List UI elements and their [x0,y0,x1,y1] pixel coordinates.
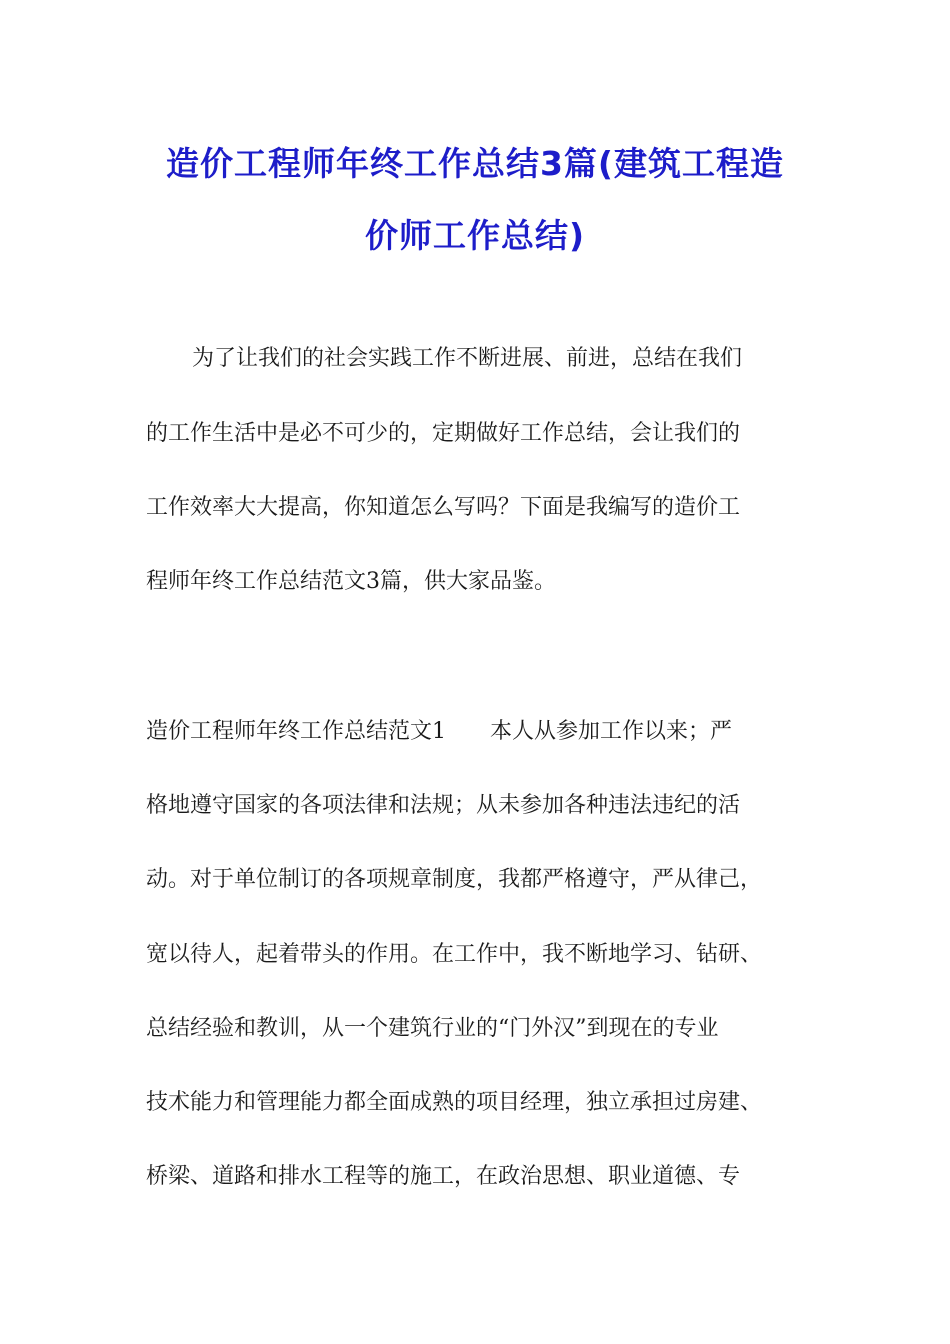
section-1-line-1: 造价工程师年终工作总结范文1 本人从参加工作以来；严 [146,719,732,744]
section-1-line-3: 动。对于单位制订的各项规章制度，我都严格遵守，严从律己， [146,867,763,892]
section-1-line-7: 桥梁、道路和排水工程等的施工，在政治思想、职业道德、专 [146,1164,741,1189]
document-title [120,128,830,272]
section-1-line-4: 宽以待人，起着带头的作用。在工作中，我不断地学习、钻研、 [146,942,763,967]
section-1-line-6: 技术能力和管理能力都全面成熟的项目经理，独立承担过房建、 [146,1090,763,1115]
section-1-line-5: 总结经验和教训，从一个建筑行业的“门外汉”到现在的专业 [146,1016,719,1041]
title-line-1: 造价工程师年终工作总结3篇(建筑工程造 [165,144,785,183]
intro-line-3: 工作效率大大提高，你知道怎么写吗？下面是我编写的造价工 [146,495,741,520]
intro-line-2: 的工作生活中是必不可少的，定期做好工作总结，会让我们的 [146,421,741,446]
title-line-2: 价师工作总结) [364,216,586,255]
intro-line-4: 程师年终工作总结范文3篇，供大家品鉴。 [146,569,556,594]
intro-line-1: 为了让我们的社会实践工作不断进展、前进，总结在我们 [192,346,743,371]
section-1-line-2: 格地遵守国家的各项法律和法规；从未参加各种违法违纪的活 [146,793,741,818]
